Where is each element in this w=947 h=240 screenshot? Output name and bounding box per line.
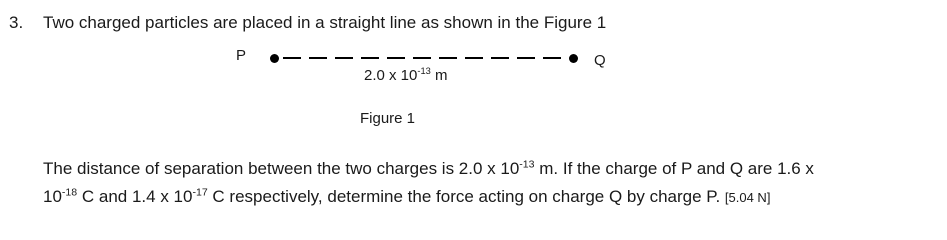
body-exponent-2: -18 (61, 186, 78, 199)
charge-q-dot (569, 54, 578, 63)
distance-exponent: -13 (417, 66, 431, 76)
body-text-3: 10 (43, 187, 62, 206)
label-p: P (236, 47, 247, 64)
question-number: 3. (9, 13, 24, 32)
distance-unit: m (430, 67, 448, 84)
body-exponent-3: -17 (192, 186, 208, 199)
question-body (43, 155, 943, 212)
label-q: Q (594, 52, 606, 69)
distance-base: 2.0 x 10 (364, 67, 418, 84)
charge-p-dot (270, 54, 279, 63)
answer-key: [5.04 N] (724, 190, 771, 205)
figure-caption: Figure 1 (360, 110, 416, 127)
body-text-5: C respectively, determine the force acting on charge Q by charge P. (207, 187, 725, 206)
dashed-separation-line (283, 57, 565, 59)
body-text-1: The distance of separation between the two charges is 2.0 x 10 (43, 159, 520, 178)
body-text-4: C and 1.4 x 10 (77, 187, 193, 206)
body-text-2: m. If the charge of P and Q are 1.6 x (534, 159, 814, 178)
body-exponent-1: -13 (519, 158, 535, 171)
question-stem: Two charged particles are placed in a straight line as shown in the Figure 1 (43, 13, 607, 32)
distance-label (364, 67, 447, 84)
